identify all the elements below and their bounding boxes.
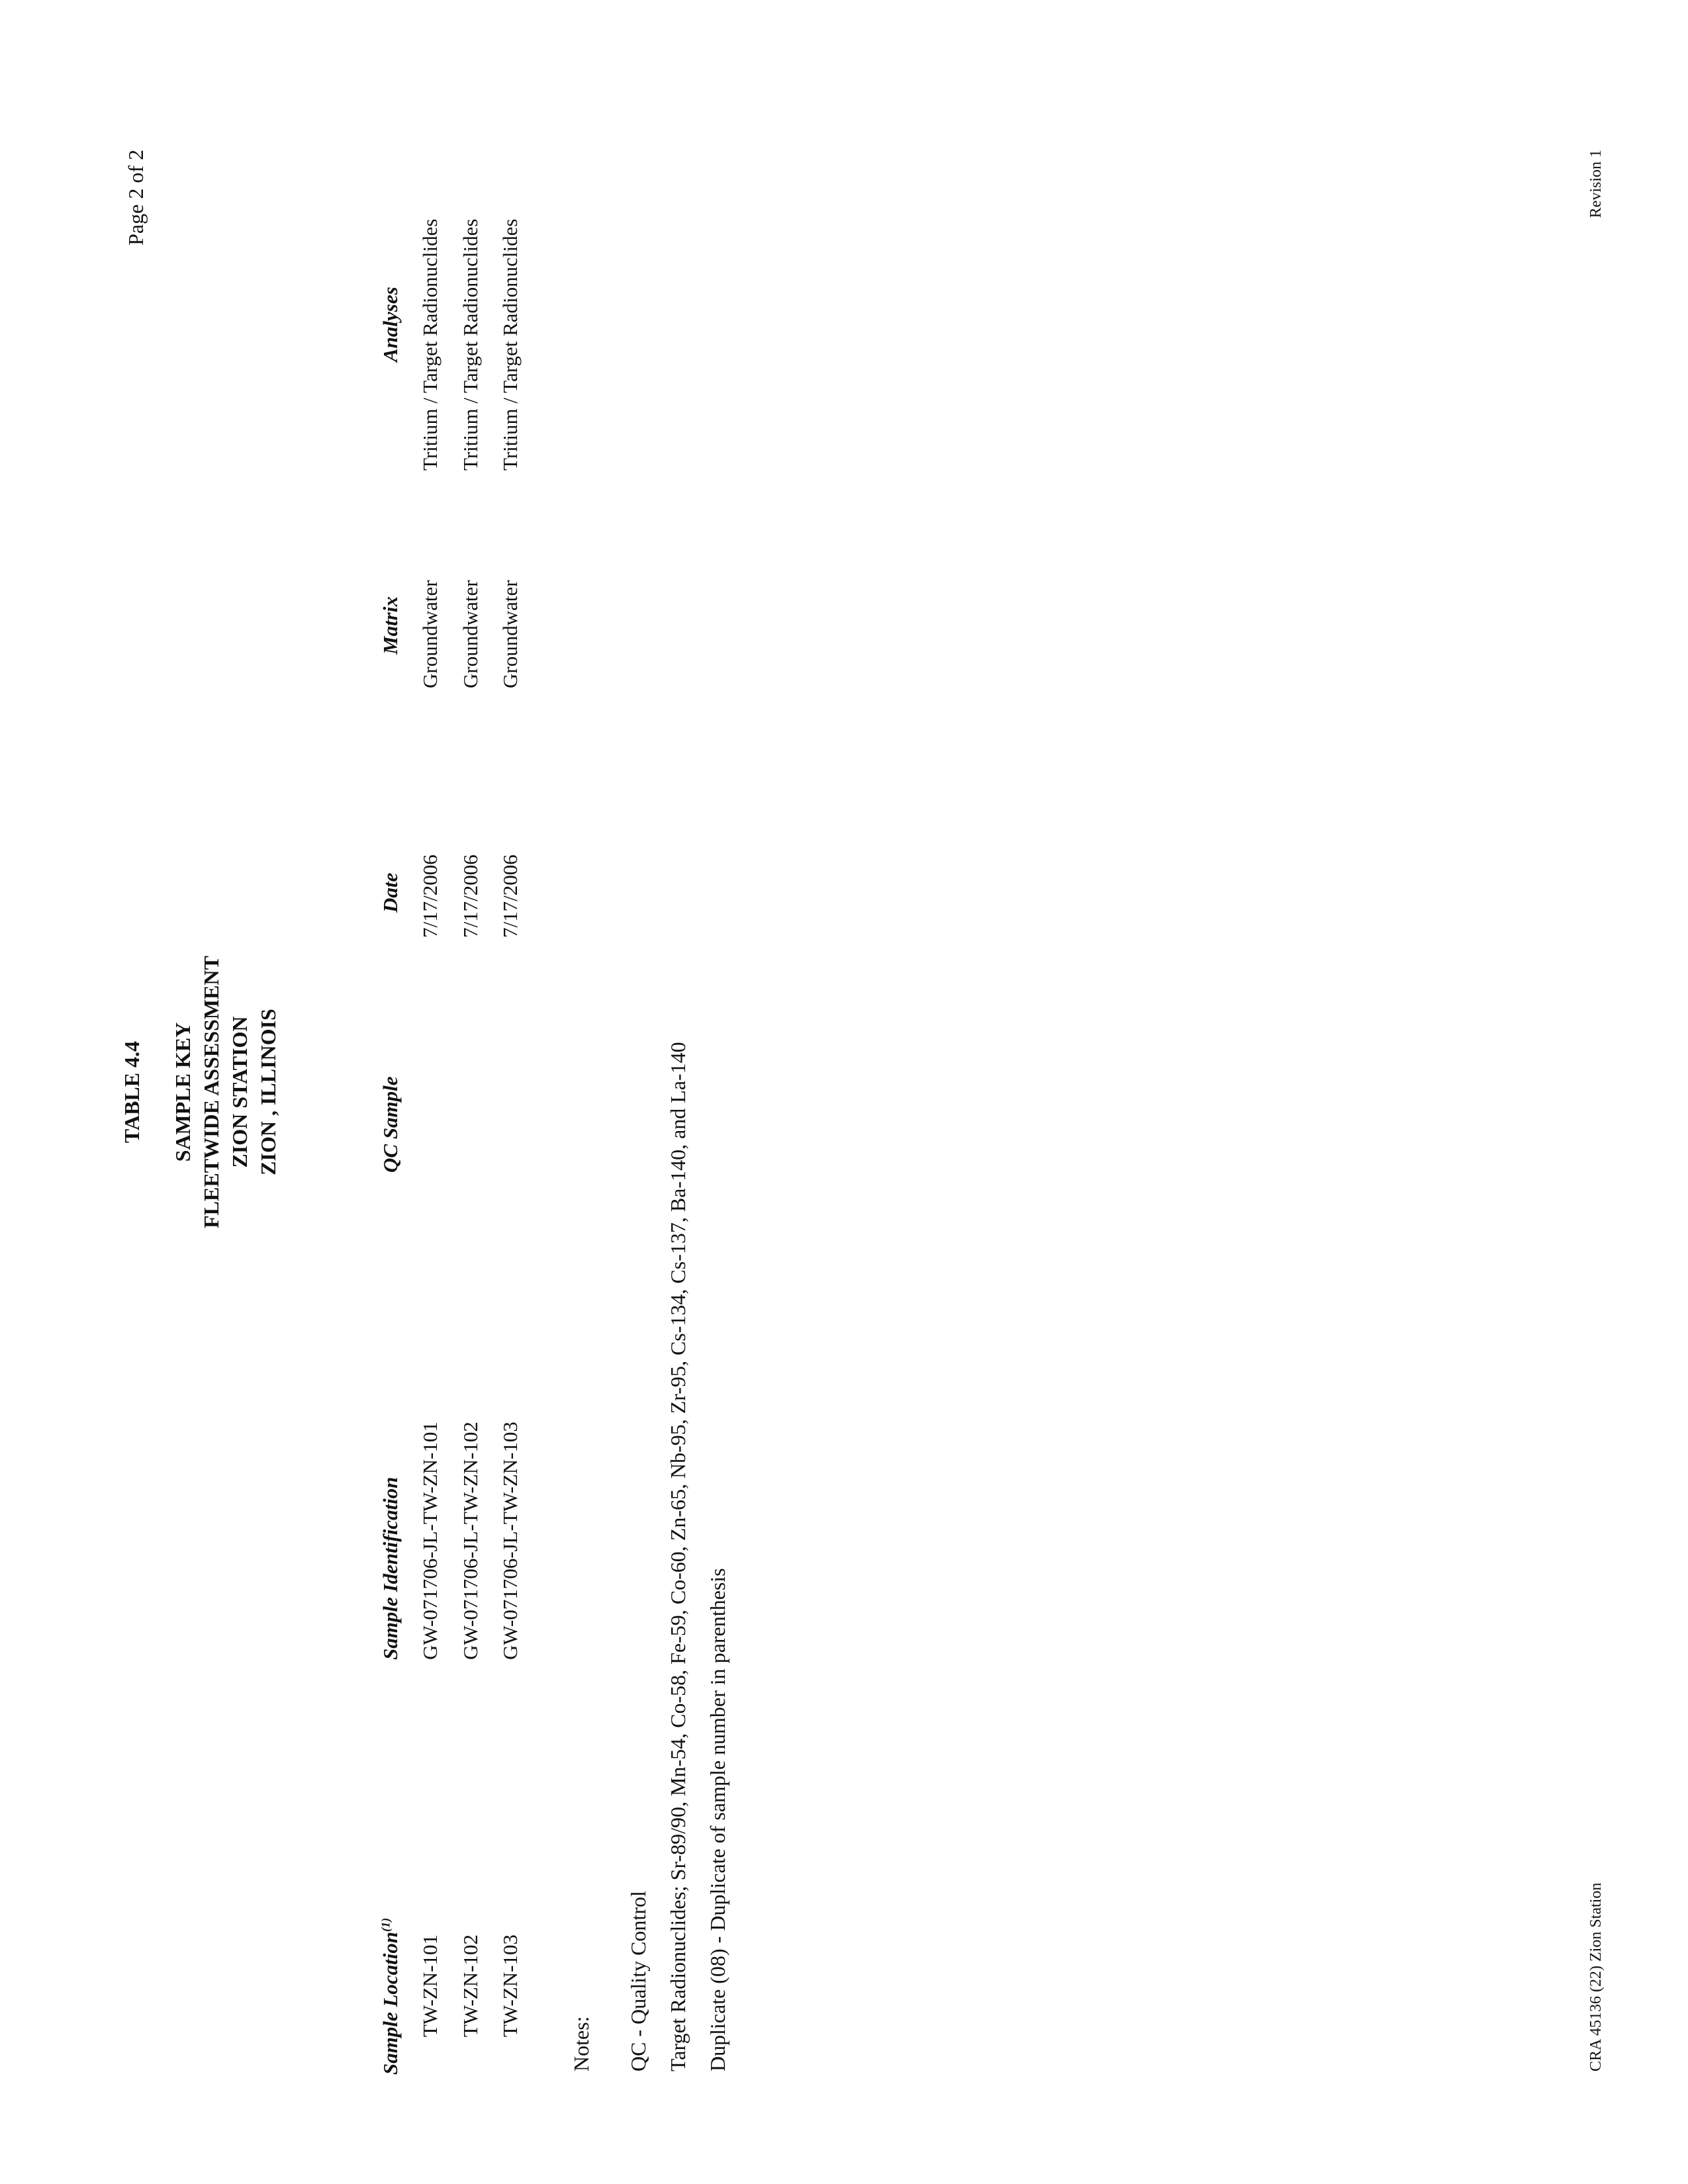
row-1-identification: GW-071706-JL-TW-ZN-101: [418, 1422, 442, 1660]
row-3-date: 7/17/2006: [498, 854, 522, 938]
row-1-location: TW-ZN-101: [418, 1934, 442, 2037]
row-2-date: 7/17/2006: [459, 854, 482, 938]
table-number: TABLE 4.4: [120, 1040, 144, 1144]
table-title-block: [118, 0, 283, 2184]
header-qc-sample: QC Sample: [379, 1076, 402, 1173]
footnote-marker: (1): [379, 1917, 393, 1932]
row-1-date: 7/17/2006: [418, 854, 442, 938]
row-2-location: TW-ZN-102: [459, 1934, 482, 2037]
row-2-analyses: Tritium / Target Radionuclides: [459, 218, 482, 471]
notes-heading: Notes:: [569, 2016, 593, 2071]
row-3-analyses: Tritium / Target Radionuclides: [498, 218, 522, 471]
footer-document-id: CRA 45136 (22) Zion Station: [1587, 1882, 1605, 2071]
page-number: Page 2 of 2: [124, 150, 148, 246]
header-date: Date: [379, 872, 402, 913]
note-target-radionuclides: Target Radionuclides; Sr-89/90, Mn-54, Co-58, Fe-59, Co-60, Zn-65, Nb-95, Zr-95, Cs-134, Cs-137, Ba-140, and La-140: [666, 1042, 690, 2071]
note-qc: QC - Quality Control: [626, 1891, 650, 2071]
title-line-3: ZION STATION: [228, 1016, 252, 1168]
row-1-matrix: Groundwater: [418, 580, 442, 688]
title-line-4: ZION , ILLINOIS: [256, 1009, 280, 1175]
row-3-matrix: Groundwater: [498, 580, 522, 688]
header-sample-identification: Sample Identification: [379, 1477, 402, 1660]
row-3-identification: GW-071706-JL-TW-ZN-103: [498, 1422, 522, 1660]
row-2-identification: GW-071706-JL-TW-ZN-102: [459, 1422, 482, 1660]
footer-revision: Revision 1: [1587, 150, 1605, 218]
note-duplicate: Duplicate (08) - Duplicate of sample number in parenthesis: [706, 1568, 729, 2071]
title-line-2: FLEETWIDE ASSESSMENT: [199, 956, 223, 1228]
header-matrix: Matrix: [379, 596, 402, 655]
row-1-analyses: Tritium / Target Radionuclides: [418, 218, 442, 471]
header-analyses: Analyses: [379, 287, 402, 362]
row-2-matrix: Groundwater: [459, 580, 482, 688]
title-line-1: SAMPLE KEY: [171, 1022, 195, 1162]
header-sample-location: Sample Location$^{(1)}$: [379, 1917, 402, 2075]
row-3-location: TW-ZN-103: [498, 1934, 522, 2037]
